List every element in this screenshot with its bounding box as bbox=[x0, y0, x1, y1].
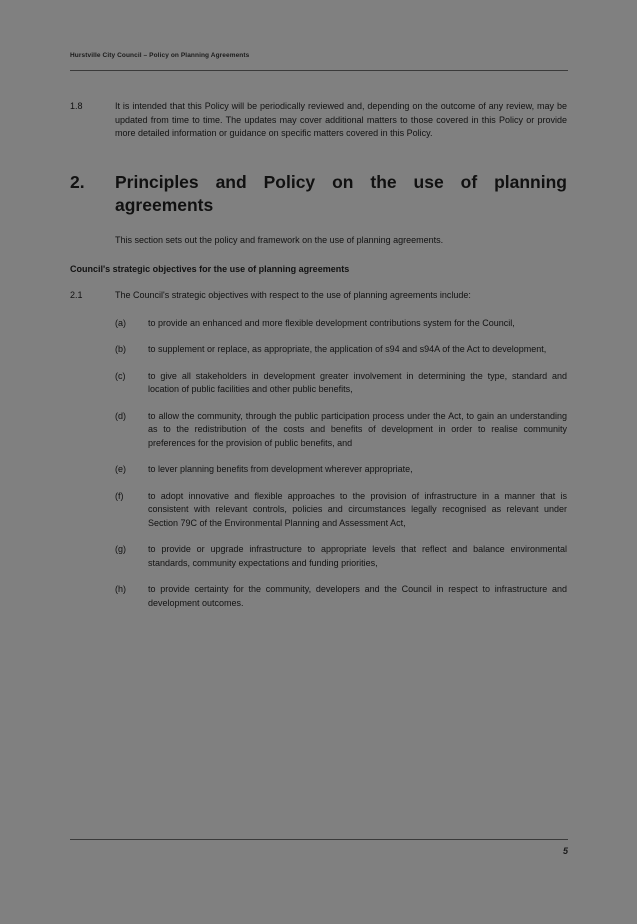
list-item-text: to allow the community, through the public participation process under the Act, to gain an understanding as to the redistribution of the costs and benefits of development in order to realise community preferences for the provision of public benefits, and bbox=[148, 410, 567, 448]
subsection-heading: Council's strategic objectives for the use of planning agreements bbox=[70, 264, 350, 274]
list-item-marker: (g) bbox=[115, 544, 126, 554]
paragraph-text: It is intended that this Policy will be periodically reviewed and, depending on the outcome of any review, may be updated from time to time. The updates may cover additional matters to those covered in this Policy or provide more detailed information or guidance on specific matters covered in this Policy. bbox=[115, 101, 567, 138]
document-body bbox=[70, 100, 567, 610]
header-divider bbox=[70, 70, 568, 71]
list-item bbox=[70, 317, 567, 331]
list-item-marker: (c) bbox=[115, 370, 126, 381]
list-item-marker: (d) bbox=[115, 410, 126, 421]
list-item-text: to give all stakeholders in development greater involvement in determining the type, standard and location of public facilities and other public benefits, bbox=[148, 370, 567, 394]
list-item bbox=[70, 583, 567, 610]
page-number: 5 bbox=[562, 846, 568, 856]
paragraph-number: 2.1 bbox=[70, 290, 83, 300]
list-item bbox=[70, 543, 567, 570]
paragraph-2-1 bbox=[70, 289, 567, 303]
paragraph-number: 1.8 bbox=[70, 101, 83, 111]
page-footer bbox=[70, 839, 568, 856]
list-item bbox=[70, 410, 567, 451]
footer-divider bbox=[70, 839, 568, 840]
list-item-marker: (a) bbox=[115, 317, 126, 328]
list-item-text: to supplement or replace, as appropriate, the application of s94 and s94A of the Act to development, bbox=[148, 344, 547, 354]
intro-indent bbox=[70, 234, 115, 248]
section-intro-text: This section sets out the policy and framework on the use of planning agreements. bbox=[115, 234, 444, 245]
list-item-text: to provide or upgrade infrastructure to appropriate levels that reflect and balance environmental standards, community expectations and funding priorities, bbox=[148, 544, 567, 568]
list-item-marker: (b) bbox=[115, 344, 126, 354]
list-item bbox=[70, 463, 567, 477]
section-number: 2. bbox=[70, 171, 85, 192]
list-item-text: to adopt innovative and flexible approaches to the provision of infrastructure in a manner that is consistent with relevant controls, policies and circumstances legally recognised as relevant under Section 79C of the Environmental Planning and Assessment Act, bbox=[148, 490, 567, 528]
paragraph-1-8 bbox=[70, 100, 567, 141]
list-item-text: to lever planning benefits from development wherever appropriate, bbox=[148, 464, 413, 474]
page-header bbox=[70, 52, 567, 74]
list-item-text: to provide certainty for the community, developers and the Council in respect to infrastructure and development outcomes. bbox=[148, 584, 567, 608]
paragraph-text: The Council's strategic objectives with respect to the use of planning agreements include: bbox=[115, 290, 471, 300]
header-title: Hurstville City Council – Policy on Planning Agreements bbox=[70, 52, 250, 59]
list-item bbox=[70, 490, 567, 531]
list-item bbox=[70, 370, 567, 397]
list-item-text: to provide an enhanced and more flexible development contributions system for the Council, bbox=[148, 317, 515, 328]
section-heading bbox=[70, 171, 567, 217]
list-item-marker: (h) bbox=[115, 584, 126, 594]
section-intro bbox=[70, 234, 567, 248]
list-item-marker: (e) bbox=[115, 464, 126, 474]
list-item-marker: (f) bbox=[115, 490, 124, 501]
list-item bbox=[70, 343, 567, 357]
section-title: Principles and Policy on the use of planning agreements bbox=[115, 171, 567, 215]
